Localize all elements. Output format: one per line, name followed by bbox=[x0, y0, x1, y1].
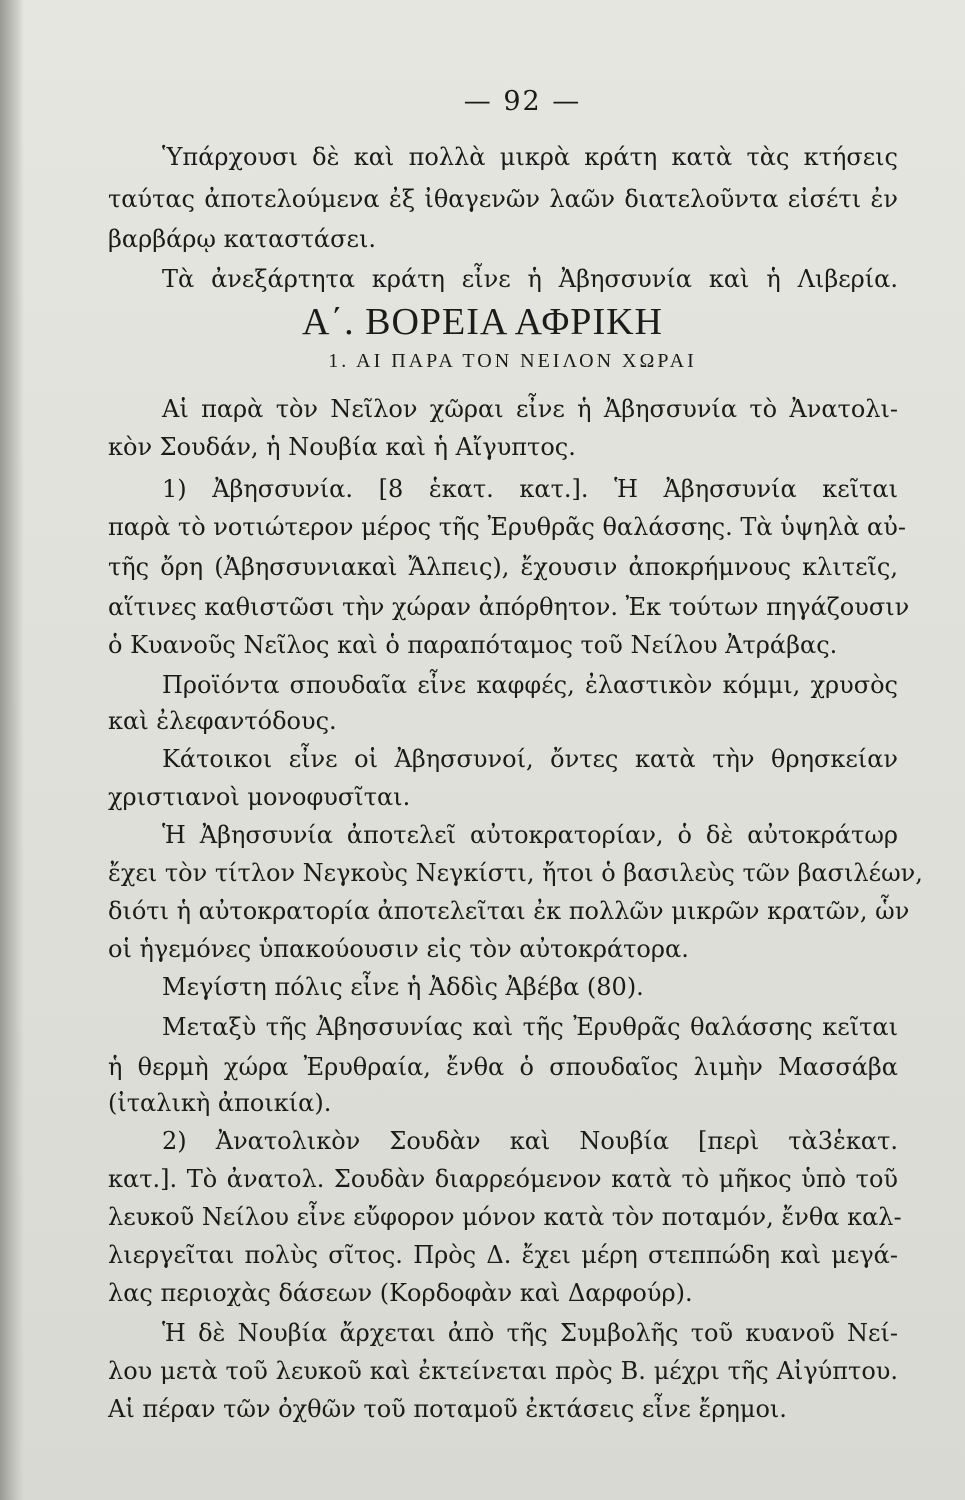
text-line: Κάτοικοι εἶνε οἱ Ἀβησσυνοί, ὄντες κατὰ τὴν θρησκείαν bbox=[162, 745, 898, 773]
text-line: βαρβάρῳ καταστάσει. bbox=[108, 225, 376, 253]
subsection-heading: 1. ΑΙ ΠΑΡΑ ΤΟΝ ΝΕΙΛΟΝ ΧΩΡΑΙ bbox=[328, 350, 697, 372]
text-line: ἔχει τὸν τίτλον Νεγκοὺς Νεγκίστι, ἤτοι ὁ βασιλεὺς τῶν βασιλέων, bbox=[108, 859, 923, 887]
text-line: καὶ ἐλεφαντόδους. bbox=[108, 707, 337, 735]
text-line: ἡ θερμὴ χώρα Ἐρυθραία, ἔνθα ὁ σπουδαῖος λιμὴν Μασσάβα bbox=[108, 1053, 898, 1081]
text-line: Μεγίστη πόλις εἶνε ἡ Ἀδδὶς Ἀβέβα (80). bbox=[162, 973, 644, 1001]
text-line: παρὰ τὸ νοτιώτερον μέρος τῆς Ἐρυθρᾶς θαλάσσης. Τὰ ὑψηλὰ αὐ- bbox=[108, 513, 906, 541]
text-line: ταύτας ἀποτελούμενα ἐξ ἰθαγενῶν λαῶν διατελοῦντα εἰσέτι ἐν bbox=[108, 185, 898, 213]
text-line: χριστιανοὶ μονοφυσῖται. bbox=[108, 783, 411, 811]
text-line: Ἡ Ἀβησσυνία ἀποτελεῖ αὐτοκρατορίαν, ὁ δὲ αὐτοκράτωρ bbox=[162, 821, 898, 849]
text-line: Ἡ δὲ Νουβία ἄρχεται ἀπὸ τῆς Συμβολῆς τοῦ κυανοῦ Νεί- bbox=[162, 1319, 898, 1347]
text-line: κατ.]. Τὸ ἀνατολ. Σουδὰν διαρρεόμενον κατὰ τὸ μῆκος ὑπὸ τοῦ bbox=[108, 1165, 898, 1193]
section-heading: Α΄. ΒΟΡΕΙΑ ΑΦΡΙΚΗ bbox=[302, 301, 663, 343]
text-line: Μεταξὺ τῆς Ἀβησσυνίας καὶ τῆς Ἐρυθρᾶς θαλάσσης κεῖται bbox=[162, 1013, 898, 1041]
text-line: Προϊόντα σπουδαῖα εἶνε καφφές, ἐλαστικὸν κόμμι, χρυσὸς bbox=[162, 671, 898, 699]
text-line: 2) Ἀνατολικὸν Σουδὰν καὶ Νουβία [περὶ τὰ3ἑκατ. bbox=[162, 1127, 898, 1155]
text-line: Τὰ ἀνεξάρτητα κράτη εἶνε ἡ Ἀβησσυνία καὶ ἡ Λιβερία. bbox=[162, 265, 898, 293]
text-line: Αἱ παρὰ τὸν Νεῖλον χῶραι εἶνε ἡ Ἀβησσυνία τὸ Ἀνατολι- bbox=[162, 395, 898, 423]
text-line: Ὑπάρχουσι δὲ καὶ πολλὰ μικρὰ κράτη κατὰ τὰς κτήσεις bbox=[162, 143, 898, 171]
text-line: λου μετὰ τοῦ λευκοῦ καὶ ἐκτείνεται πρὸς Β. μέχρι τῆς Αἰγύπτου. bbox=[108, 1357, 898, 1385]
text-line: Αἱ πέραν τῶν ὀχθῶν τοῦ ποταμοῦ ἐκτάσεις εἶνε ἔρημοι. bbox=[108, 1395, 787, 1423]
text-line: 1) Ἀβησσυνία. [8 ἑκατ. κατ.]. Ἡ Ἀβησσυνία κεῖται bbox=[162, 475, 898, 503]
text-line: διότι ἡ αὐτοκρατορία ἀποτελεῖται ἐκ πολλῶν μικρῶν κρατῶν, ὧν bbox=[108, 897, 910, 925]
text-line: λας περιοχὰς δάσεων (Κορδοφὰν καὶ Δαρφούρ). bbox=[108, 1279, 693, 1307]
text-line: λιεργεῖται πολὺς σῖτος. Πρὸς Δ. ἔχει μέρη στεππώδη καὶ μεγά- bbox=[108, 1241, 898, 1269]
text-line: (ἰταλικὴ ἀποικία). bbox=[108, 1089, 332, 1117]
text-line: ὁ Κυανοῦς Νεῖλος καὶ ὁ παραπόταμος τοῦ Νείλου Ἀτράβας. bbox=[108, 631, 838, 659]
text-line: οἱ ἡγεμόνες ὑπακούουσιν εἰς τὸν αὐτοκράτορα. bbox=[108, 935, 689, 963]
text-line: λευκοῦ Νείλου εἶνε εὔφορον μόνον κατὰ τὸν ποταμόν, ἔνθα καλ- bbox=[108, 1203, 902, 1231]
page-number: — 92 — bbox=[463, 86, 582, 117]
page-binding-shadow bbox=[0, 0, 24, 1500]
text-line: αἵτινες καθιστῶσι τὴν χώραν ἀπόρθητον. Ἐκ τούτων πηγάζουσιν bbox=[108, 593, 910, 621]
text-line: τῆς ὄρη (Ἀβησσυνιακαὶ Ἄλπεις), ἔχουσιν ἀποκρήμνους κλιτεῖς, bbox=[108, 553, 898, 581]
text-line: κὸν Σουδάν, ἡ Νουβία καὶ ἡ Αἴγυπτος. bbox=[108, 433, 576, 461]
